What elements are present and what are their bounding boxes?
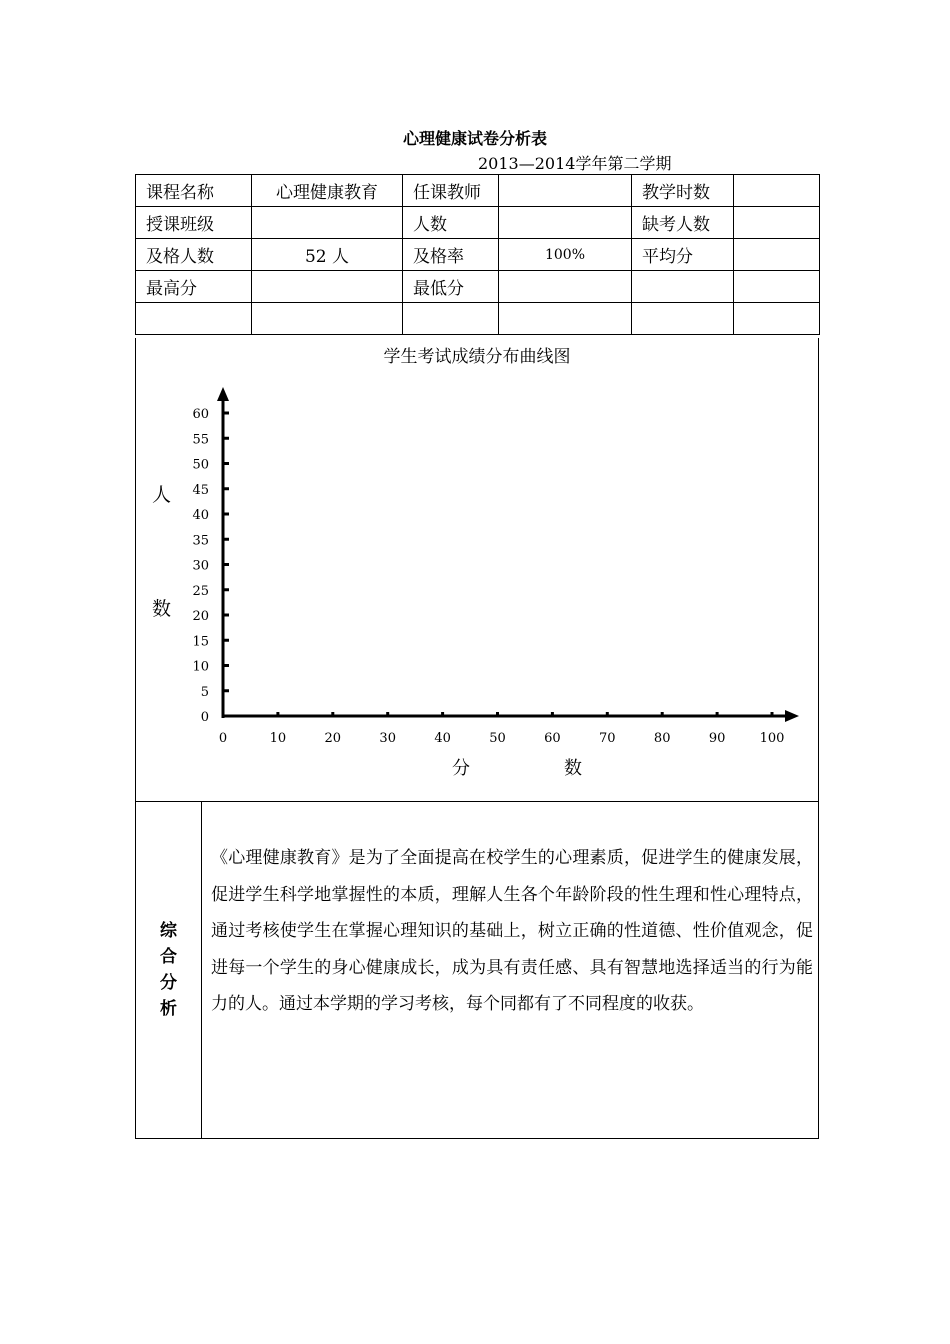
- y-tick-label: 0: [200, 710, 209, 725]
- x-tick-label: 70: [599, 731, 616, 746]
- x-tick-label: 20: [324, 731, 342, 746]
- y-axis-arrow: [217, 387, 229, 401]
- y-tick-label: 10: [192, 659, 209, 675]
- analysis-label-cell: [136, 802, 202, 1138]
- table-cell: [632, 303, 734, 335]
- table-cell: [734, 239, 820, 271]
- analysis-label-char: 分: [160, 973, 177, 993]
- table-cell: [499, 207, 632, 239]
- x-axis-label-char: 分: [452, 758, 470, 779]
- table-cell: 任课教师: [403, 175, 499, 207]
- x-tick-label: 100: [759, 731, 785, 746]
- y-tick-label: 20: [192, 609, 209, 624]
- table-cell: 课程名称: [136, 175, 252, 207]
- table-cell: [403, 303, 499, 335]
- y-tick-label: 35: [192, 533, 209, 549]
- table-row: [136, 271, 820, 303]
- table-cell: [734, 303, 820, 335]
- analysis-label-char: 析: [160, 999, 177, 1019]
- table-cell: 缺考人数: [632, 207, 734, 239]
- table-cell: [136, 303, 252, 335]
- table-row: [136, 303, 820, 335]
- x-tick-label: 0: [218, 731, 228, 746]
- table-cell: 及格人数: [136, 239, 252, 271]
- table-cell: [499, 303, 632, 335]
- y-tick-label: 50: [192, 457, 209, 473]
- analysis-section: [135, 801, 819, 1139]
- table-cell: [734, 271, 820, 303]
- table-cell: [734, 207, 820, 239]
- y-tick-label: 15: [192, 634, 209, 650]
- x-tick-label: 30: [379, 731, 396, 746]
- x-axis-label-char: 数: [564, 758, 582, 779]
- table-cell: [252, 271, 403, 303]
- x-tick-label: 10: [269, 731, 287, 746]
- table-cell: 及格率: [403, 239, 499, 271]
- table-cell: 人数: [403, 207, 499, 239]
- y-tick-label: 5: [200, 684, 209, 700]
- table-cell: [734, 175, 820, 207]
- chart-title: 学生考试成绩分布曲线图: [383, 347, 571, 367]
- table-cell: 100%: [499, 239, 632, 271]
- table-row: [136, 207, 820, 239]
- table-cell: 52 人: [252, 239, 403, 271]
- y-tick-label: 25: [192, 583, 209, 599]
- x-tick-label: 90: [708, 731, 726, 746]
- x-tick-label: 50: [489, 731, 506, 746]
- analysis-label-char: 合: [160, 947, 177, 967]
- table-cell: 最低分: [403, 271, 499, 303]
- y-tick-label: 60: [192, 407, 209, 422]
- analysis-label-char: 综: [160, 921, 177, 941]
- x-tick-label: 40: [434, 731, 451, 746]
- table-cell: [499, 175, 632, 207]
- semester-label: 2013—2014学年第二学期: [478, 154, 672, 173]
- y-tick-label: 55: [192, 432, 209, 448]
- y-tick-label: 45: [192, 482, 209, 498]
- y-axis-label-char: 数: [152, 598, 172, 620]
- distribution-chart: [136, 338, 818, 801]
- course-info-table: [135, 174, 820, 335]
- table-cell: [499, 271, 632, 303]
- y-axis-label-char: 人: [152, 484, 172, 506]
- analysis-text: 《心理健康教育》是为了全面提高在校学生的心理素质，促进学生的健康发展，促进学生科学地掌握性的本质，理解人生各个年龄阶段的性生理和性心理特点，通过考核使学生在掌握心理知识的基础上，树立正确的性道德、性价值观念，促进每一个学生的身心健康成长，成为具有责任感、具有智慧地选择适当的行为能力的人。通过本学期的学习考核，每个同都有了不同程度的收获。: [211, 848, 813, 1014]
- x-axis-arrow: [785, 710, 799, 722]
- table-cell: [252, 207, 403, 239]
- distribution-chart-section: [135, 338, 819, 802]
- x-tick-label: 60: [544, 731, 561, 746]
- x-tick-label: 80: [653, 731, 671, 746]
- table-cell: 心理健康教育: [252, 175, 403, 207]
- y-tick-label: 30: [192, 558, 209, 574]
- table-row: [136, 239, 820, 271]
- table-row: [136, 175, 820, 207]
- table-cell: 教学时数: [632, 175, 734, 207]
- y-tick-label: 40: [192, 508, 209, 523]
- document-title: 心理健康试卷分析表: [402, 129, 547, 148]
- table-cell: [632, 271, 734, 303]
- table-cell: [252, 303, 403, 335]
- table-cell: 平均分: [632, 239, 734, 271]
- table-cell: 最高分: [136, 271, 252, 303]
- table-cell: 授课班级: [136, 207, 252, 239]
